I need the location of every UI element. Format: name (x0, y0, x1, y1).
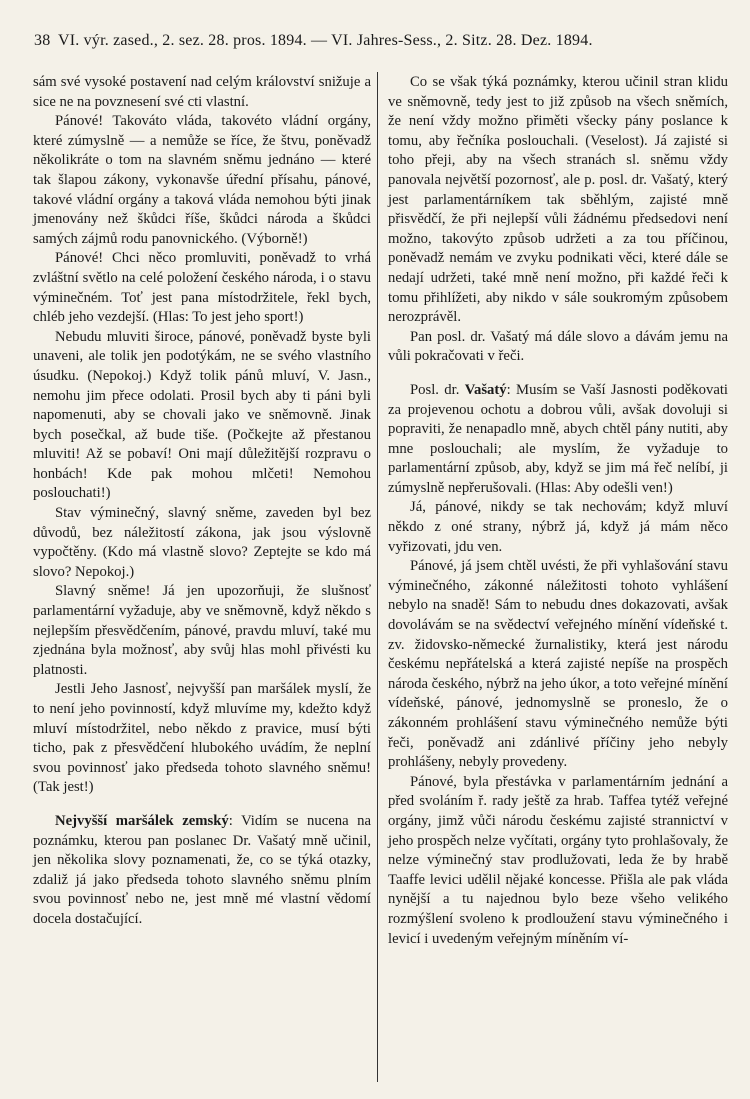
speaker-paragraph (388, 381, 728, 499)
left-column (33, 73, 371, 1083)
paragraph: Stav výminečný, slavný sněme, zaveden byl bez důvodů, bez náležitostí zákona, jak jsou výslovně vypočtěny. (Kdo má vlastně slovo? Zeptejte se kdo má slovo? Nepokoj.) (33, 505, 371, 580)
column-divider (377, 72, 378, 1082)
paragraph: Pánové! Chci něco promluviti, poněvadž to vrhá zvláštní světlo na celé položení českého národa, i o stavu výminečném. Toť jest pana místodržitele, řekl bych, chléb jeho vezdejší. (Hlas: To jest jeho sport!) (33, 250, 371, 326)
paragraph: Slavný sněme! Já jen upozorňuji, že slušnosť parlamentární vyžaduje, aby ve sněmovně, když někdo s nejlepším přesvědčením, pánové, pravdu mluví, také mu zjednána byla možnosť, aby svůj hlas mohl přivésti ku platnosti. (33, 583, 371, 678)
speech-text: : Musím se Vaší Jasnosti poděkovati za projevenou ochotu a dobrou vůli, avšak dovoluji si popraviti, že nenapadlo mně, abych chtěl pány nutiti, aby mne poslouchali; ale myslím, že vyžaduje to parlamentární způsob, aby, když se jim má řeč nelíbí, ji zúmyslně nepřerušovali. (Hlas: Aby odešli ven!) (388, 381, 729, 496)
paragraph: Pánové! Takováto vláda, takovéto vládní orgány, které zúmyslně — a nemůže se říce, že štvu, poněvadž několikráte o tom na slavném sněmu jednáno — které tak šlapou zákony, vykonavše úřední přísahu, pánové, takové vládní orgány a taková vláda nemohou býti jinak jmenovány než škůdci říše, škůdci národa a škůdci samých zájmů rodu panovnického. (Výborně!) (33, 113, 371, 247)
speaker-name: Vašatý (464, 381, 507, 398)
running-header (34, 32, 718, 56)
speaker-paragraph (33, 812, 371, 930)
running-title: VI. výr. zased., 2. sez. 28. pros. 1894. — VI. Jahres-Sess., 2. Sitz. 28. Dez. 1894. (58, 32, 593, 49)
paragraph: sám své vysoké postavení nad celým království snižuje a sice ne na povznesení své cti vlastní. (33, 74, 371, 110)
paragraph: Já, pánové, nikdy se tak nechovám; když mluví někdo z oné strany, nýbrž já, když já mám něco vyřizovati, jdu ven. (388, 499, 728, 555)
paragraph: Nebudu mluviti široce, pánové, poněvadž byste byli unaveni, ale tolik jen podotýkám, ne se svého vlastního úsudku. (Nepokoj.) Když tolik pánů mluví, V. Jasn., nemohu jim přece odolati. Prosil bych aby ti páni byli napomenuti, aby se chovali jako ve sněmovně. Jinak bych posečkal, až bude tiše. (Počkejte až přestanou mluviti! Až se pobaví! Oni mají důležitější rozpravu o honbách! Kde pak mohou mlčeti! Nemohou poslouchati!) (33, 328, 371, 502)
paragraph: Pánové, já jsem chtěl uvésti, že při vyhlašování stavu výminečného, zákonné náležitosti tohoto vyhlášení nebylo na snadě! Sám to nebudu dnes dokazovati, avšak dovolávám se na svědectví veřejného mínění vídeňské t. zv. židovsko-německé žurnalistiky, která jest národu českému nepřátelská a která zajisté nepíše na prospěch národa českého, nýbrž na jeho úkor, a toto veřejné mínění vídeňské, pánové, jednomyslně se proneslo, že o zákonném prohlášení stavu výminečného nemůže býti řeči, poněvadž ani zdánlivé příčiny jeho nebyly prohlášeny, nebyly provedeny. (388, 558, 728, 771)
paragraph: Jestli Jeho Jasnosť, nejvyšší pan maršálek myslí, že to není jeho povinností, když mluvíme my, kdežto když mluví místodržitel, nebo někdo z pravice, musí býti ticho, pak z přesvědčení hlubokého uvádím, že neplní svou povinnosť jako předseda tohoto slavného sněmu! (Tak jest!) (33, 681, 371, 796)
right-column (388, 73, 728, 1083)
paragraph: Co se však týká poznámky, kterou učinil stran klidu ve sněmovně, tedy jest to již způsob na všech sněmích, že není vždy možno přiměti všecky pány poslance k tomu, aby řečníka poslouchali. (Veselost). Já zajisté si toho přeji, aby na všech stranách sl. sněmu vždy panovala největší pozornosť, ale p. posl. dr. Vašatý, který jest parlamentárníkem tak sběhlým, zajisté mně přisvědčí, že při nejlepší vůli žádnému předsedovi není možno, takovýto způsob udržeti a za tou příčinou, poněvadž nemám ve zvyku podnikati věci, které dále se nedají udržeti, také mně není možno, při každé řeči k tomu přihlížeti, aby nikdo v sále soukromým způsobem nerozprávěl. (388, 74, 728, 326)
speaker-name: Nejvyšší maršálek zemský (55, 812, 229, 829)
paragraph: Pan posl. dr. Vašatý má dále slovo a dávám jemu na vůli pokračovati v řeči. (388, 328, 728, 365)
speech-text: : Vidím se nucena na poznámku, kterou pan poslanec Dr. Vašatý mně učinil, jen několika slovy poznamenati, že, co se týká otazky, zdaliž já jako předseda tohoto slavného sněmu plním svou povinnosť nebo ne, jest mně mé vlastní vědomí docela dostačující. (33, 812, 371, 927)
speaker-prefix: Posl. dr. (410, 381, 465, 398)
paragraph: Pánové, byla přestávka v parlamentárním jednání a před svoláním ř. rady ještě za hrab. Taffea tytéž veřejné orgány, jimž vůči národu českému zajisté strannictví v jeho prospěch nelze vyčítati, orgány tyto prohlašovaly, že nelze výminečný stav prodlužovati, leda že by hrabě Taaffe levici udělil nějaké koncesse. Přišla ale pak vláda nynější a tu najednou bylo beze všeho velikého rozmýšlení svoleno k prodloužení stavu výminečného i levicí i uvedeným veřejným míněním ví- (388, 773, 728, 947)
page-number: 38 (34, 32, 51, 49)
